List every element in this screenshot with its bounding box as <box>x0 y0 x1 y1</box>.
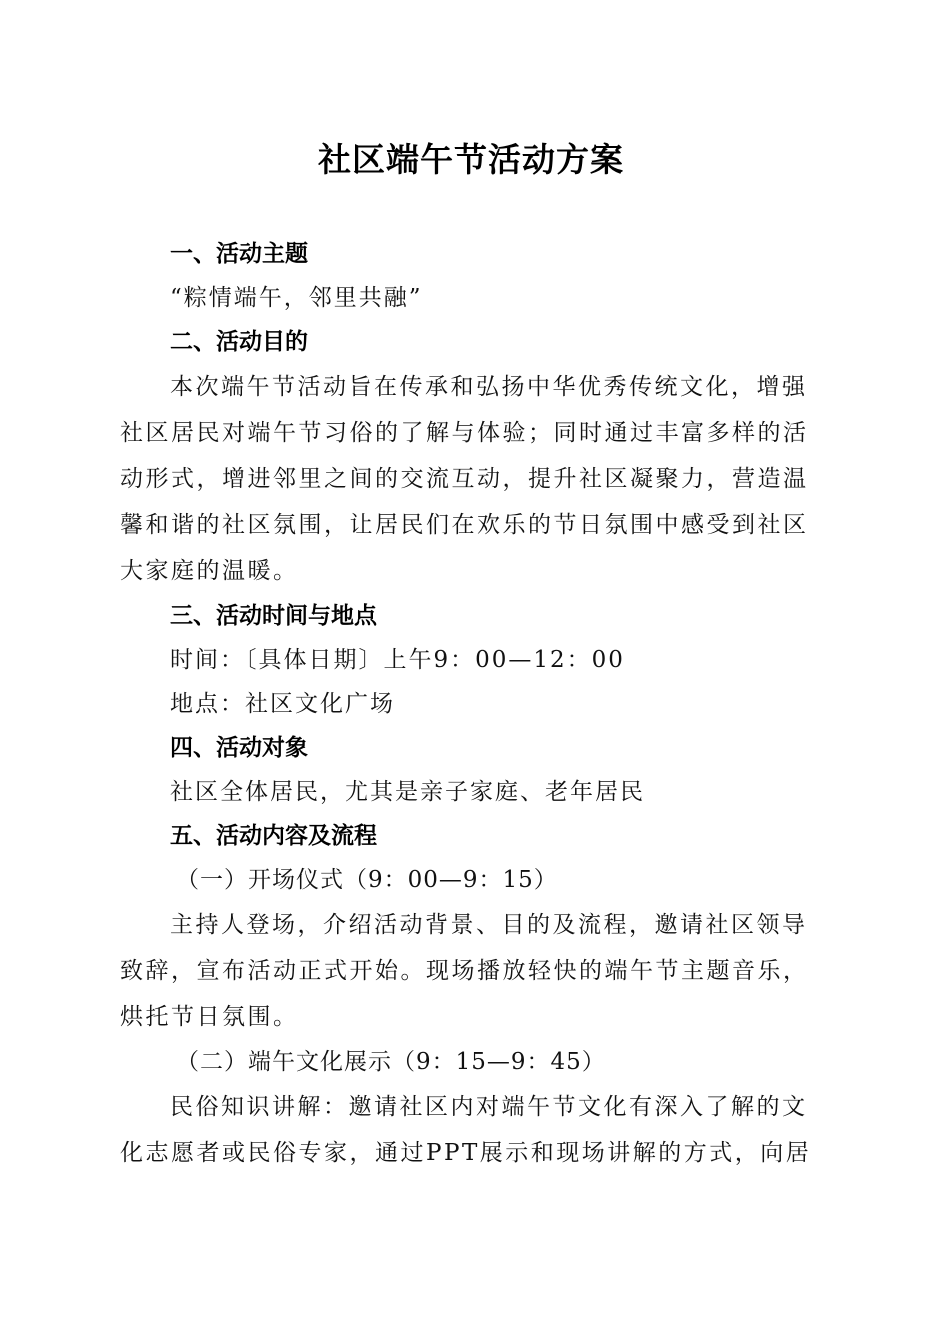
paragraph-line: 社区居民对端午节习俗的了解与体验；同时通过丰富多样的活 <box>120 420 809 446</box>
paragraph-line: 大家庭的温暖。 <box>120 558 299 584</box>
section-heading-time-place: 三、活动时间与地点 <box>170 603 377 629</box>
document-title: 社区端午节活动方案 <box>318 140 624 179</box>
audience-text: 社区全体居民，尤其是亲子家庭、老年居民 <box>170 779 645 805</box>
subsection-title-culture: （二）端午文化展示（9：15—9：45） <box>176 1049 606 1075</box>
theme-text: “粽情端午，邻里共融” <box>170 285 423 311</box>
paragraph-line: 动形式，增进邻里之间的交流互动，提升社区凝聚力，营造温 <box>120 466 809 492</box>
document-body <box>120 232 828 1176</box>
section-heading-purpose: 二、活动目的 <box>170 329 308 355</box>
opening-paragraph <box>120 902 828 1040</box>
culture-paragraph <box>120 1084 828 1176</box>
paragraph-line: 烘托节日氛围。 <box>120 1004 299 1030</box>
section-heading-audience: 四、活动对象 <box>170 735 308 761</box>
paragraph-line: 民俗知识讲解：邀请社区内对端午节文化有深入了解的文 <box>170 1094 808 1120</box>
paragraph-line: 化志愿者或民俗专家，通过PPT展示和现场讲解的方式，向居 <box>120 1140 812 1166</box>
section-heading-theme: 一、活动主题 <box>170 241 308 267</box>
time-text: 时间：〔具体日期〕上午9：00—12：00 <box>170 647 625 673</box>
paragraph-line: 主持人登场，介绍活动背景、目的及流程，邀请社区领导 <box>170 912 808 938</box>
purpose-paragraph <box>120 364 828 594</box>
paragraph-line: 致辞，宣布活动正式开始。现场播放轻快的端午节主题音乐， <box>120 958 809 984</box>
subsection-title-opening: （一）开场仪式（9：00—9：15） <box>176 867 558 893</box>
paragraph-line: 馨和谐的社区氛围，让居民们在欢乐的节日氛围中感受到社区 <box>120 512 809 538</box>
place-text: 地点：社区文化广场 <box>170 691 395 717</box>
section-heading-content-flow: 五、活动内容及流程 <box>170 823 377 849</box>
paragraph-line: 本次端午节活动旨在传承和弘扬中华优秀传统文化，增强 <box>170 374 808 400</box>
